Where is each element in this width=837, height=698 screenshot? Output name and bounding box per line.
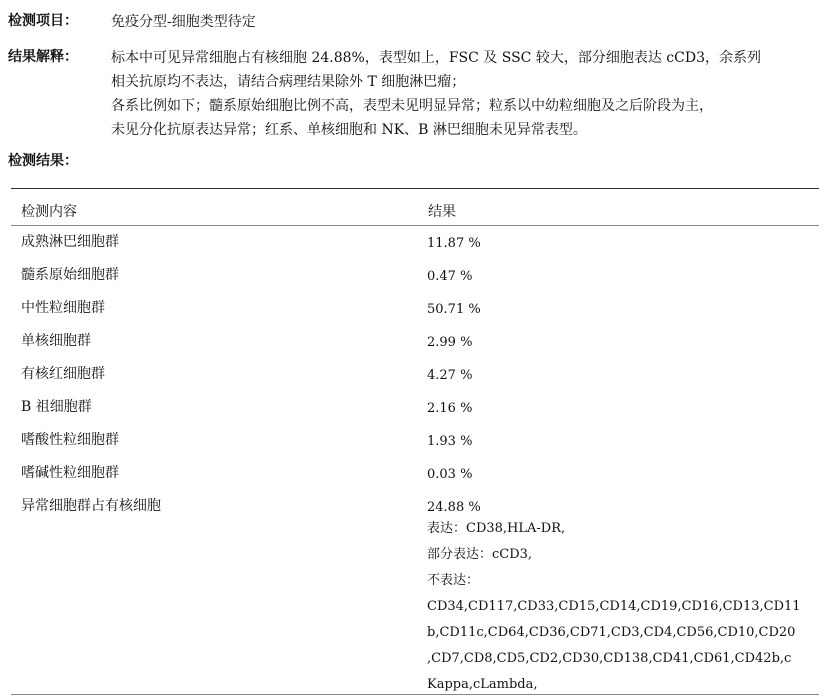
test-item-label: 检测项目： xyxy=(8,13,78,29)
test-item-row xyxy=(8,10,111,30)
row-value: 50.71 % xyxy=(427,302,481,317)
interpretation-row xyxy=(8,46,111,66)
row-name: B 祖细胞群 xyxy=(21,399,92,415)
interpretation-text xyxy=(111,46,831,142)
row-name: 嗜酸性粒细胞群 xyxy=(21,432,119,448)
detail-line: ,CD7,CD8,CD5,CD2,CD30,CD138,CD41,CD61,CD42b,c xyxy=(427,651,792,666)
interpretation-line: 相关抗原均不表达，请结合病理结果除外 T 细胞淋巴瘤； xyxy=(111,74,466,90)
row-name: 嗜碱性粒细胞群 xyxy=(21,465,119,481)
table-bottom-rule xyxy=(11,694,819,695)
row-value: 11.87 % xyxy=(427,236,481,251)
row-value: 4.27 % xyxy=(427,368,473,383)
detail-line: CD34,CD117,CD33,CD15,CD14,CD19,CD16,CD13,CD11 xyxy=(427,599,801,614)
detail-line: Kappa,cLambda, xyxy=(427,677,538,692)
column-header-content: 检测内容 xyxy=(21,204,77,220)
row-value: 2.16 % xyxy=(427,401,473,416)
column-header-result: 结果 xyxy=(428,204,456,220)
detail-line: 部分表达：cCD3, xyxy=(427,547,533,562)
row-name: 髓系原始细胞群 xyxy=(21,267,119,283)
row-name: 成熟淋巴细胞群 xyxy=(21,234,119,250)
detail-line: 表达：CD38,HLA-DR, xyxy=(427,521,566,536)
row-name: 有核红细胞群 xyxy=(21,366,105,382)
results-section-title: 检测结果： xyxy=(8,153,78,169)
test-item-value: 免疫分型-细胞类型待定 xyxy=(111,14,256,30)
table-header-rule xyxy=(11,225,819,226)
row-value: 0.03 % xyxy=(427,467,473,482)
row-value: 24.88 % xyxy=(427,500,481,515)
interpretation-label: 结果解释： xyxy=(8,49,78,65)
row-name: 单核细胞群 xyxy=(21,333,91,349)
row-name: 中性粒细胞群 xyxy=(21,300,105,316)
interpretation-line: 标本中可见异常细胞占有核细胞 24.88%，表型如上，FSC 及 SSC 较大，部分细胞表达 cCD3，余系列 xyxy=(111,50,761,66)
detail-line: 不表达： xyxy=(427,573,480,588)
abnormal-phenotype-detail xyxy=(427,516,812,698)
row-value: 1.93 % xyxy=(427,434,473,449)
interpretation-line: 各系比例如下；髓系原始细胞比例不高，表型未见明显异常；粒系以中幼粒细胞及之后阶段为主， xyxy=(111,98,713,114)
row-name: 异常细胞群占有核细胞 xyxy=(21,498,161,514)
row-value: 2.99 % xyxy=(427,335,473,350)
interpretation-line: 未见分化抗原表达异常；红系、单核细胞和 NK、B 淋巴细胞未见异常表型。 xyxy=(111,122,587,138)
row-value: 0.47 % xyxy=(427,269,473,284)
detail-line: b,CD11c,CD64,CD36,CD71,CD3,CD4,CD56,CD10,CD20 xyxy=(427,625,796,640)
table-top-rule xyxy=(11,188,819,189)
